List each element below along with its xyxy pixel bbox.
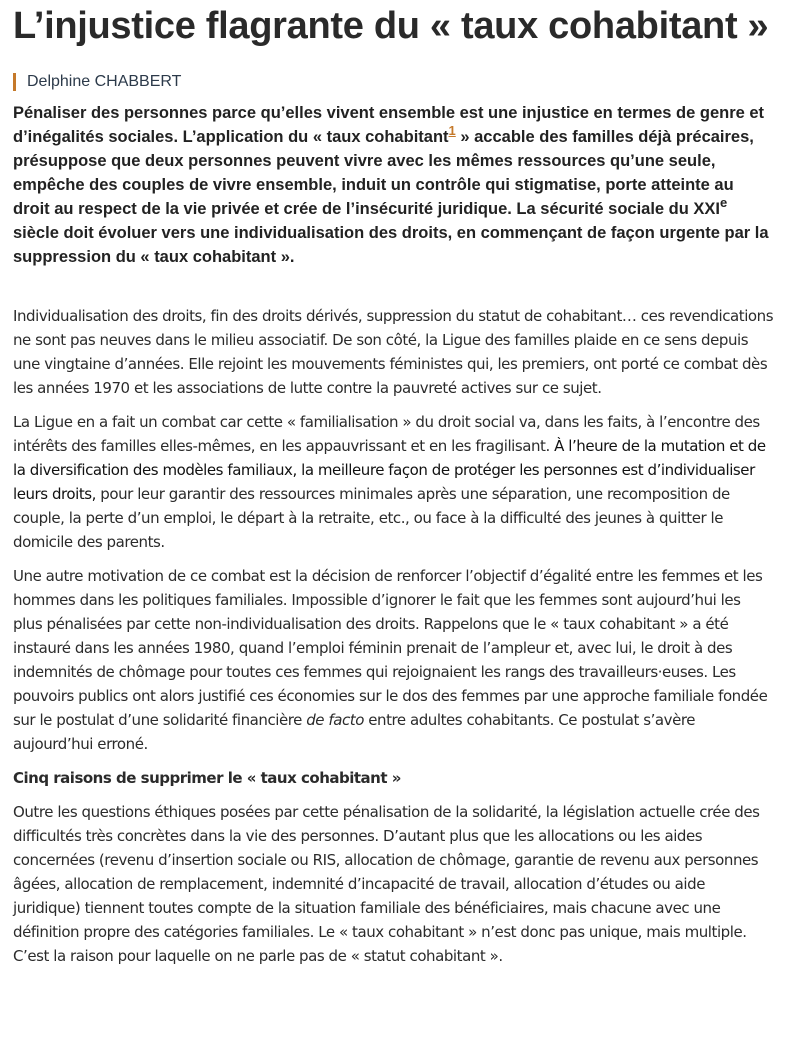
body-paragraph-2-text-a: La Ligue en a fait un combat car cette « familialisation » du droit social va, dans les faits, à l’encontre des intérêts des familles elles-mêmes, en les appauvrissant et en les fragilisant. <box>13 413 760 455</box>
footnote-link-1[interactable]: 1 <box>448 122 456 138</box>
body-paragraph-2 <box>13 410 774 554</box>
lead-text-1: Pénaliser des personnes parce qu’elles vivent ensemble est une injustice en termes de genre et d’inégalités sociales. L’application du « taux cohabitant <box>13 104 765 146</box>
body-paragraph-3-text-a: Une autre motivation de ce combat est la décision de renforcer l’objectif d’égalité entre les femmes et les hommes dans les politiques familiales. Impossible d’ignorer le fait que les femmes sont aujourd’hui les plus pénalisées par cette non-individualisation des droits. Rappelons que le « taux cohabitant » a été instauré dans les années 1980, quand l’emploi féminin prenait de l’ampleur et, avec lui, le droit à des indemnités de chômage pour toutes ces femmes qui rejoignaient les rangs des travailleurs·euses. Les pouvoirs publics ont alors justifié ces économies sur le dos des femmes par une approche familiale fondée sur le postulat d’une solidarité financière <box>13 567 768 729</box>
lead-paragraph <box>13 101 774 269</box>
author-name: Delphine CHABBERT <box>27 73 182 90</box>
lead-text-3: siècle doit évoluer vers une individualisation des droits, en commençant de façon urgente par la suppression du « taux cohabitant ». <box>13 224 769 266</box>
author-accent-bar <box>13 73 16 91</box>
body-paragraph-2-text-c: pour leur garantir des ressources minimales après une séparation, une recomposition de couple, la perte d’un emploi, le départ à la retraite, etc., ou face à la difficulté des jeunes à quitter le domicile des parents. <box>13 485 730 551</box>
body-paragraph-3-text-b: entre adultes cohabitants. Ce postulat s’avère aujourd’hui erroné. <box>13 711 696 753</box>
article-title: L’injustice flagrante du « taux cohabitant » <box>13 5 769 47</box>
body-paragraph-3-italic: de facto <box>306 711 364 729</box>
century-superscript: e <box>720 194 728 210</box>
body-paragraph-3 <box>13 564 774 756</box>
body-paragraph-5: Outre les questions éthiques posées par cette pénalisation de la solidarité, la législation actuelle crée des difficultés très concrètes dans la vie des personnes. D’autant plus que les allocations ou les aides concernées (revenu d’insertion sociale ou RIS, allocation de chômage, garantie de revenu aux personnes âgées, allocation de remplacement, indemnité d’incapacité de travail, allocation d’études ou aide juridique) tiennent toutes compte de la situation familiale des bénéficiaires, mais chacune avec une définition propre des catégories familiales. Le « taux cohabitant » n’est donc pas unique, mais multiple. C’est la raison pour laquelle on ne parle pas de « statut cohabitant ». <box>13 803 760 965</box>
lead-text-2: » accable des familles déjà précaires, présuppose que deux personnes peuvent vivre avec les mêmes ressources qu’une seule, empêche des couples de vivre ensemble, induit un contrôle qui stigmatise, porte atteinte au droit au respect de la vie privée et crée de l’insécurité juridique. La sécurité sociale du XXI <box>13 128 754 218</box>
author-byline <box>13 72 774 92</box>
body-paragraph-2-emphasis: À l’heure de la mutation et de la diversification des modèles familiaux, la meilleure façon de protéger les personnes est d’individualiser leurs droits, <box>13 437 766 503</box>
body-paragraph-1: Individualisation des droits, fin des droits dérivés, suppression du statut de cohabitant… ces revendications ne sont pas neuves dans le milieu associatif. De son côté, la Ligue des familles plaide en ce sens depuis une vingtaine d’années. Elle rejoint les mouvements féministes qui, les premiers, ont porté ce combat dès les années 1970 et les associations de lutte contre la pauvreté actives sur ce sujet. <box>13 307 774 397</box>
section-heading: Cinq raisons de supprimer le « taux cohabitant » <box>13 769 401 787</box>
